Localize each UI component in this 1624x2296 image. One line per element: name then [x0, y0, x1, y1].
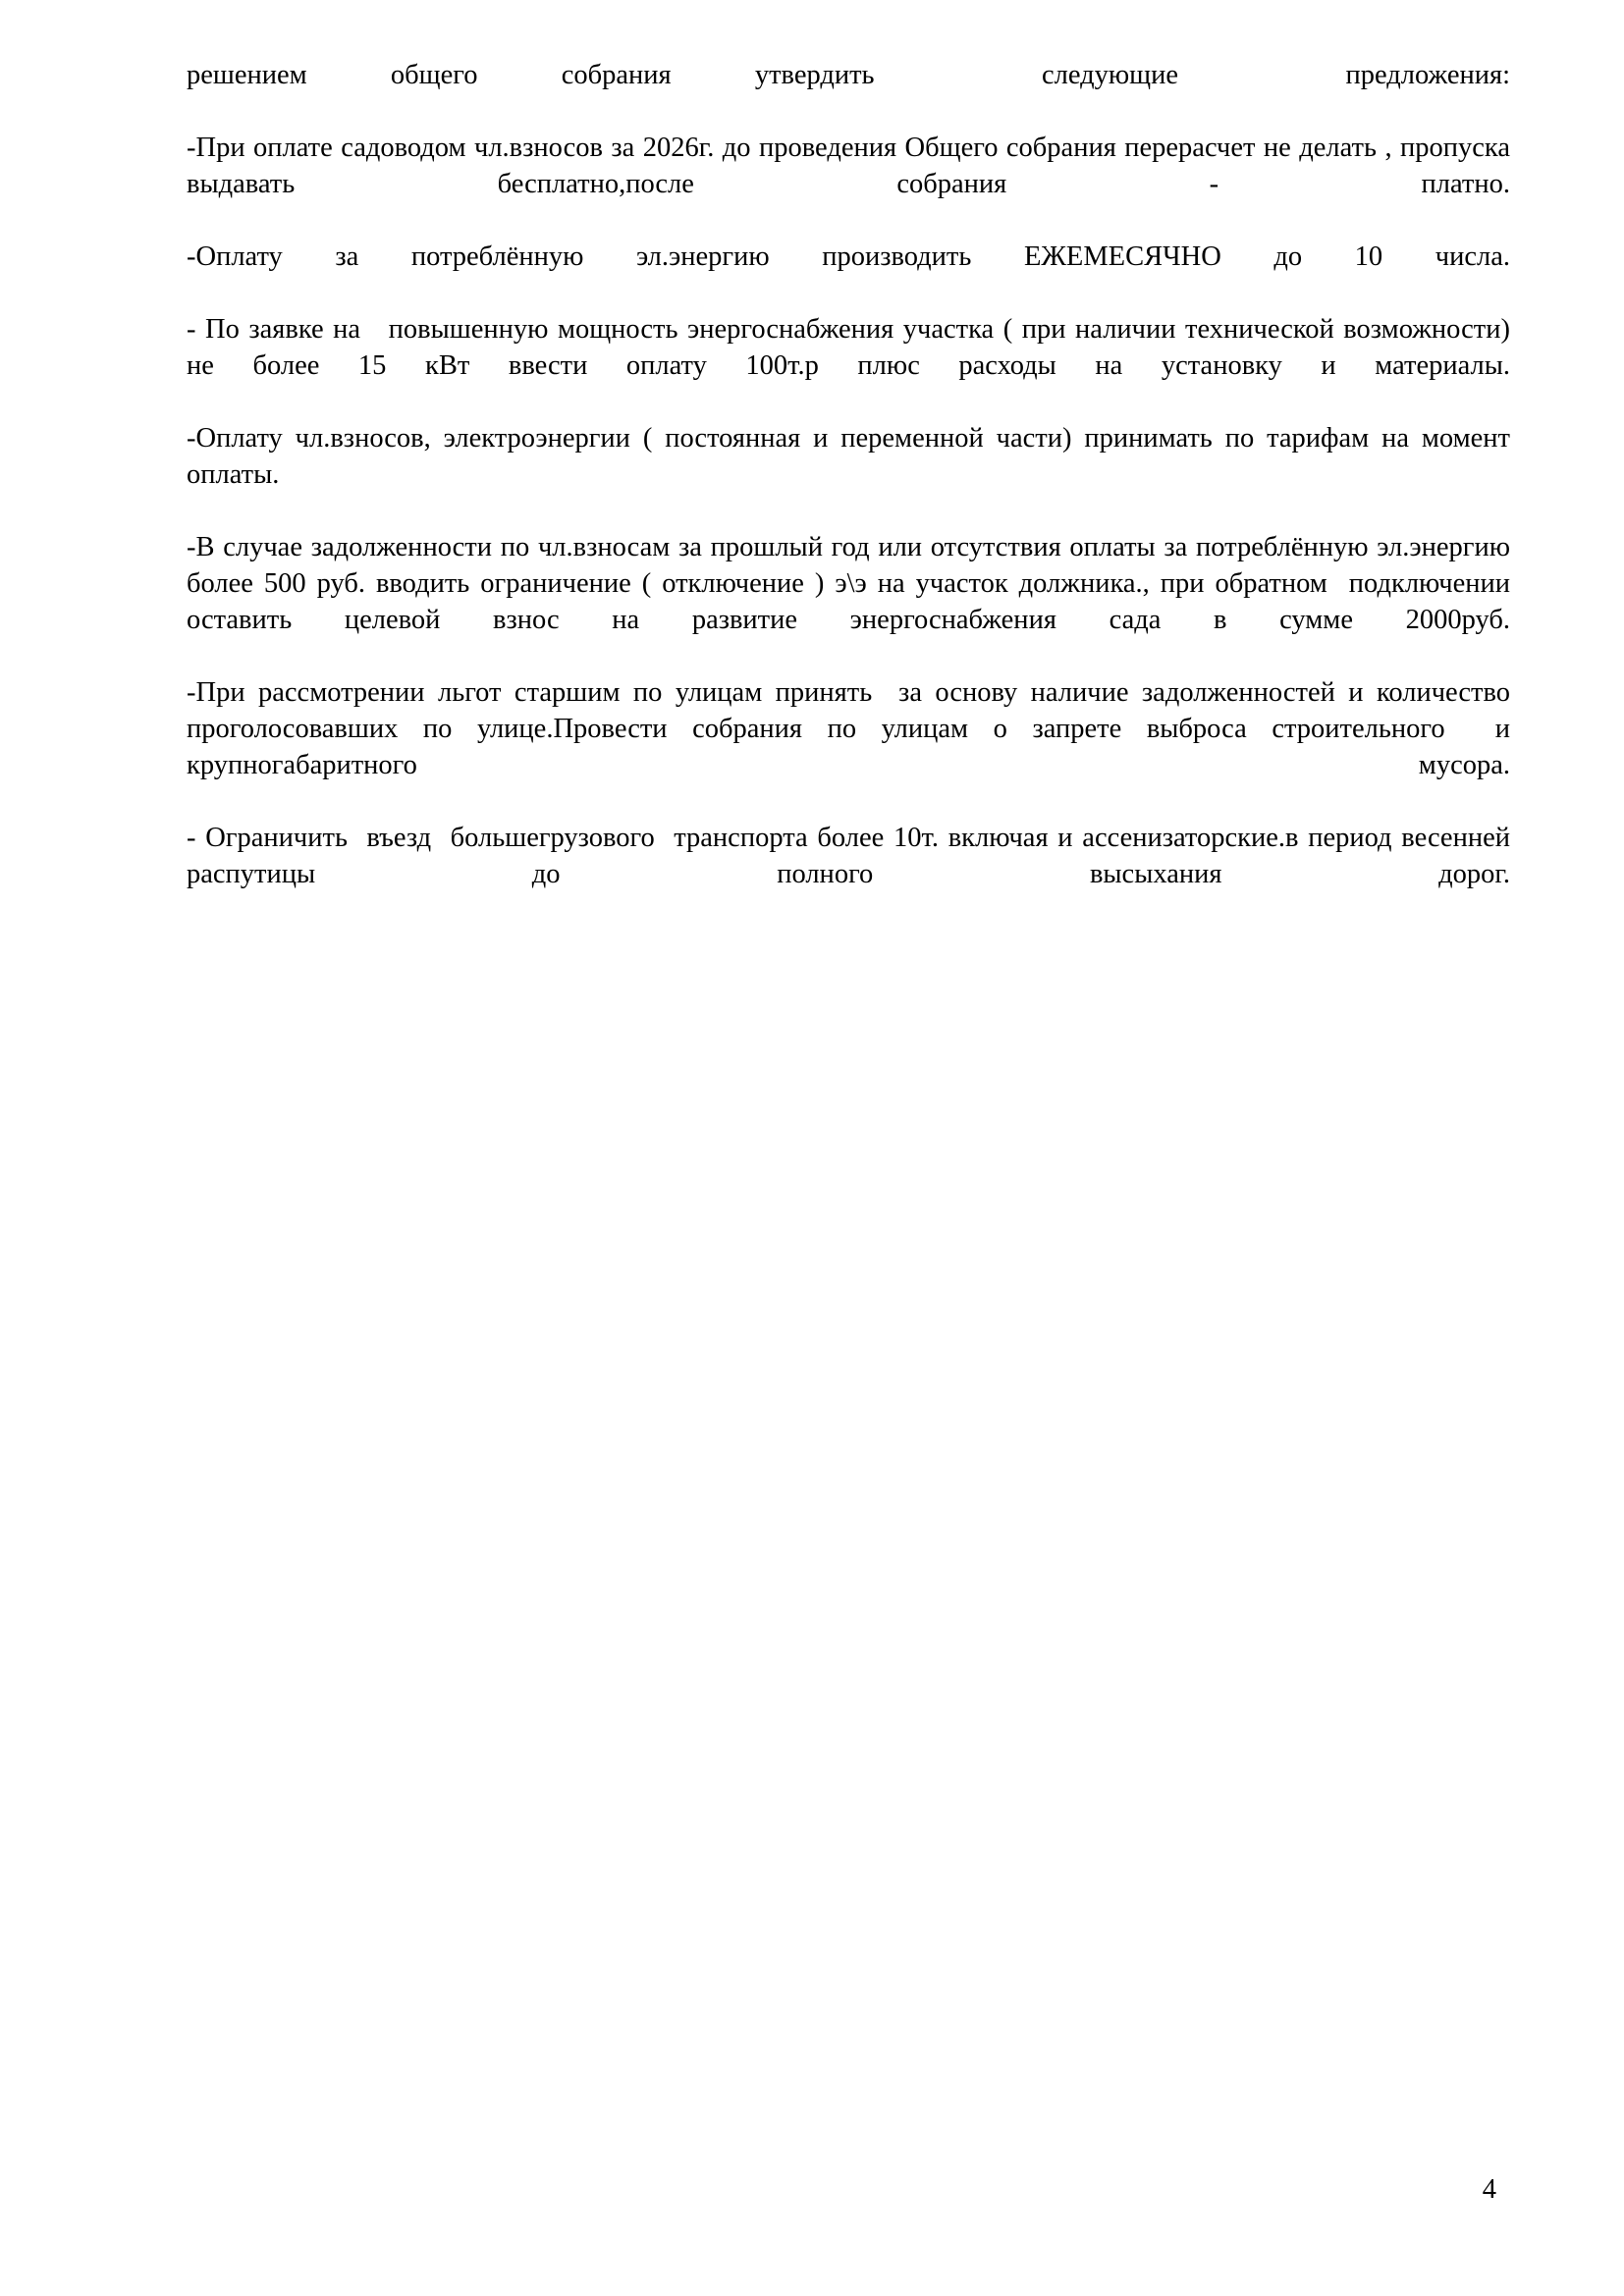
paragraph-debt-restriction: -В случае задолженности по чл.взносам за прошлый год или отсутствия оплаты за потреблённую эл.энергию более 500 руб. вводить ограничение ( отключение ) э\э на участок должника., при обратном подключении оставить целевой взнос на развитие энергоснабжения сада в сумме 2000руб. [187, 532, 1518, 635]
paragraph-electricity-monthly-payment: -Оплату за потреблённую эл.энергию производить ЕЖЕМЕСЯЧНО до 10 числа. [187, 241, 1510, 272]
paragraph-heavy-vehicle-restriction: - Ограничить въезд большегрузового транспорта более 10т. включая и ассенизаторские.в период весенней распутицы до полного высыхания дорог. [187, 823, 1518, 889]
paragraph-tariffs-at-payment-time: -Оплату чл.взносов, электроэнергии ( постоянная и переменной части) принимать по тарифам на момент оплаты. [187, 423, 1518, 490]
paragraph-intro: решением общего собрания утвердить следующие предложения: [187, 60, 1510, 90]
paragraph-increased-power-request: - По заявке на повышенную мощность энергоснабжения участка ( при наличии технической возможности) не более 15 кВт ввести оплату 100т.р плюс расходы на установку и материалы. [187, 314, 1518, 381]
document-body [187, 57, 1518, 929]
paragraph-benefits-street-elders: -При рассмотрении льгот старшим по улицам принять за основу наличие задолженностей и количество проголосовавших по улице.Провести собрания по улицам о запрете выброса строительного и крупногабаритного мусора. [187, 677, 1518, 780]
paragraph-membership-fees-2026: -При оплате садоводом чл.взносов за 2026г. до проведения Общего собрания перерасчет не делать , пропуска выдавать бесплатно,после собрания - платно. [187, 133, 1518, 199]
page-number: 4 [1482, 2174, 1496, 2205]
